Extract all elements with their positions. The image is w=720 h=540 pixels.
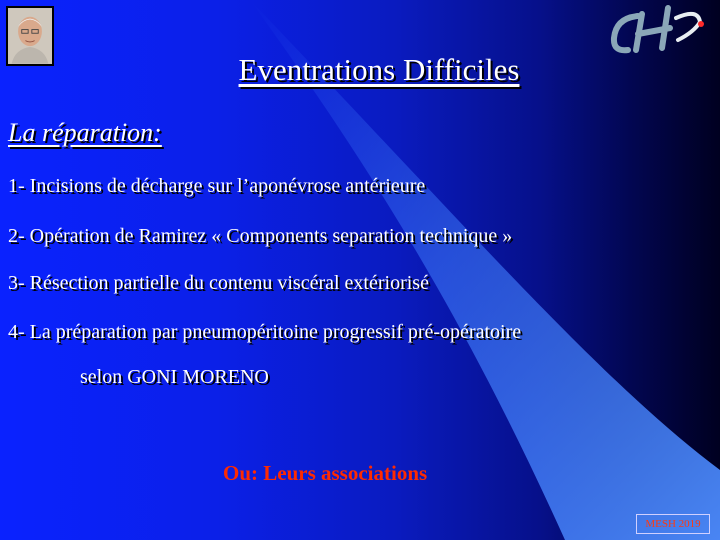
section-heading: La réparation:	[8, 118, 162, 147]
list-item: 4- La préparation par pneumopéritoine progressif pré-opératoire	[8, 321, 522, 343]
list-item: 2- Opération de Ramirez « Components separation technique »	[8, 225, 513, 247]
footer-badge: MESH 2019	[636, 514, 710, 534]
list-item-continuation: selon GONI MORENO	[80, 366, 269, 388]
list-item: 3- Résection partielle du contenu viscéral extériorisé	[8, 272, 429, 294]
ch-logo	[608, 4, 708, 58]
alternative-note: Ou: Leurs associations	[223, 461, 428, 485]
list-item: 1- Incisions de décharge sur l’aponévrose antérieure	[8, 175, 426, 197]
slide-title: Eventrations Difficiles	[238, 52, 520, 87]
